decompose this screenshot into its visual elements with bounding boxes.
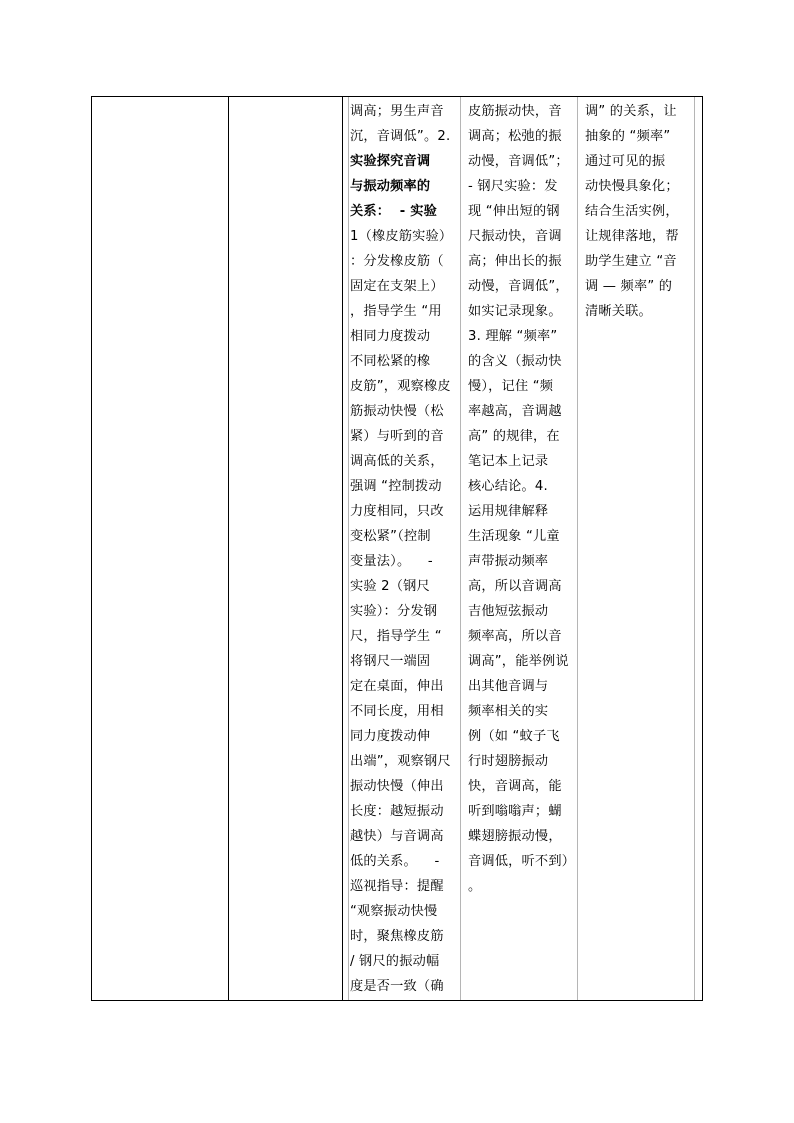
text-line: “观察振动快慢 <box>350 904 438 919</box>
column-divider <box>577 97 578 1000</box>
text-line: 1（橡皮筋实验） <box>350 229 453 244</box>
text-line: 率越高，音调越 <box>468 404 562 419</box>
text-line: 动快慢具象化； <box>585 179 679 194</box>
text-line: 紧）与听到的音 <box>350 429 444 444</box>
table-cell-design-intent <box>585 97 694 1000</box>
cell-text <box>585 99 694 324</box>
text-line: 频率高，所以音 <box>468 629 562 644</box>
table-cell-2 <box>229 97 342 1000</box>
text-line: 听到嗡嗡声；蝴 <box>468 804 562 819</box>
text-line: 巡视指导：提醒 <box>350 879 444 894</box>
text-line: 关系： - 实验 <box>350 204 437 219</box>
text-line: 如实记录现象。 <box>468 304 562 319</box>
text-line: 沉，音调低”。2. <box>350 129 451 144</box>
text-line: 例（如 “蚊子飞 <box>468 729 560 744</box>
text-line: 时，聚焦橡皮筋 <box>350 929 444 944</box>
text-line: ，指导学生 “用 <box>350 304 442 319</box>
text-line: 变松紧”（控制 <box>350 529 431 544</box>
text-line: 高，所以音调高 <box>468 579 562 594</box>
text-line: 助学生建立 “音 <box>585 254 677 269</box>
text-line: 抽象的 “频率” <box>585 129 671 144</box>
table-cell-student-activity <box>468 97 577 1000</box>
text-line: 出其他音调与 <box>468 679 549 694</box>
text-line: 力度相同，只改 <box>350 504 444 519</box>
text-line: 快，音调高，能 <box>468 779 562 794</box>
text-line: 调高；男生声音 <box>350 104 444 119</box>
text-line: 运用规律解释 <box>468 504 549 519</box>
text-line: 调高”，能举例说 <box>468 654 569 669</box>
table-cell-1 <box>92 97 228 1000</box>
text-line: 结合生活实例， <box>585 204 679 219</box>
text-line: 低的关系。 - <box>350 854 440 869</box>
text-line: 调高低的关系， <box>350 454 444 469</box>
lesson-plan-table <box>91 96 703 1001</box>
text-line: 振动快慢（伸出 <box>350 779 444 794</box>
text-line: 笔记本上记录 <box>468 454 549 469</box>
text-line: 实验 2（钢尺 <box>350 579 430 594</box>
text-line: - 钢尺实验：发 <box>468 179 558 194</box>
text-line: 与振动频率的 <box>350 179 431 194</box>
text-line: 慢），记住 “频 <box>468 379 554 394</box>
text-line: 声带振动频率 <box>468 554 549 569</box>
text-line: 皮筋振动快，音 <box>468 104 562 119</box>
text-line: 行时翅膀振动 <box>468 754 549 769</box>
text-line: 通过可见的振 <box>585 154 666 169</box>
text-line: 调 — 频率” 的 <box>585 279 673 294</box>
text-line: 定在桌面，伸出 <box>350 679 444 694</box>
column-divider <box>460 97 461 1000</box>
text-line: 将钢尺一端固 <box>350 654 431 669</box>
text-line: 的含义（振动快 <box>468 354 562 369</box>
text-line: ：分发橡皮筋（ <box>350 254 444 269</box>
cell-text <box>468 99 577 899</box>
text-line: 强调 “控制拨动 <box>350 479 442 494</box>
text-line: 尺振动快，音调 <box>468 229 562 244</box>
text-line: 不同松紧的橡 <box>350 354 431 369</box>
text-line: 高；伸出长的振 <box>468 254 562 269</box>
text-line: 相同力度拨动 <box>350 329 431 344</box>
text-line: 吉他短弦振动 <box>468 604 549 619</box>
text-line: 同力度拨动伸 <box>350 729 431 744</box>
text-line: / 钢尺的振动幅 <box>350 954 440 969</box>
text-line: 皮筋”，观察橡皮 <box>350 379 451 394</box>
text-line: 不同长度，用相 <box>350 704 444 719</box>
text-line: 越快）与音调高 <box>350 829 444 844</box>
text-line: 变量法）。 - <box>350 554 433 569</box>
text-line: 动慢，音调低”； <box>468 154 569 169</box>
text-line: 现 “伸出短的钢 <box>468 204 560 219</box>
column-divider <box>342 97 343 1000</box>
text-line: 核心结论。4. <box>468 479 548 494</box>
text-line: 动慢，音调低”， <box>468 279 569 294</box>
column-divider <box>348 97 349 1000</box>
text-line: 音调低，听不到） <box>468 854 576 869</box>
text-line: 生活现象 “儿童 <box>468 529 560 544</box>
text-line: 频率相关的实 <box>468 704 549 719</box>
text-line: 度是否一致（确 <box>350 979 444 994</box>
text-line: 固定在支架上） <box>350 279 444 294</box>
table-cell-teacher-activity <box>350 97 460 1000</box>
text-line: 尺，指导学生 “ <box>350 629 442 644</box>
text-line: 蝶翅膀振动慢， <box>468 829 562 844</box>
text-line: 长度：越短振动 <box>350 804 444 819</box>
text-line: 让规律落地，帮 <box>585 229 679 244</box>
text-line: 实验探究音调 <box>350 154 431 169</box>
text-line: 出端”，观察钢尺 <box>350 754 451 769</box>
text-line: 实验）：分发钢 <box>350 604 438 619</box>
column-divider <box>694 97 695 1000</box>
text-line: 筋振动快慢（松 <box>350 404 444 419</box>
text-line: 。 <box>468 879 482 894</box>
text-line: 调高；松弛的振 <box>468 129 562 144</box>
text-line: 调” 的关系，让 <box>585 104 677 119</box>
text-line: 高” 的规律，在 <box>468 429 560 444</box>
text-line: 3. 理解 “频率” <box>468 329 558 344</box>
cell-text <box>350 99 460 999</box>
text-line: 清晰关联。 <box>585 304 652 319</box>
